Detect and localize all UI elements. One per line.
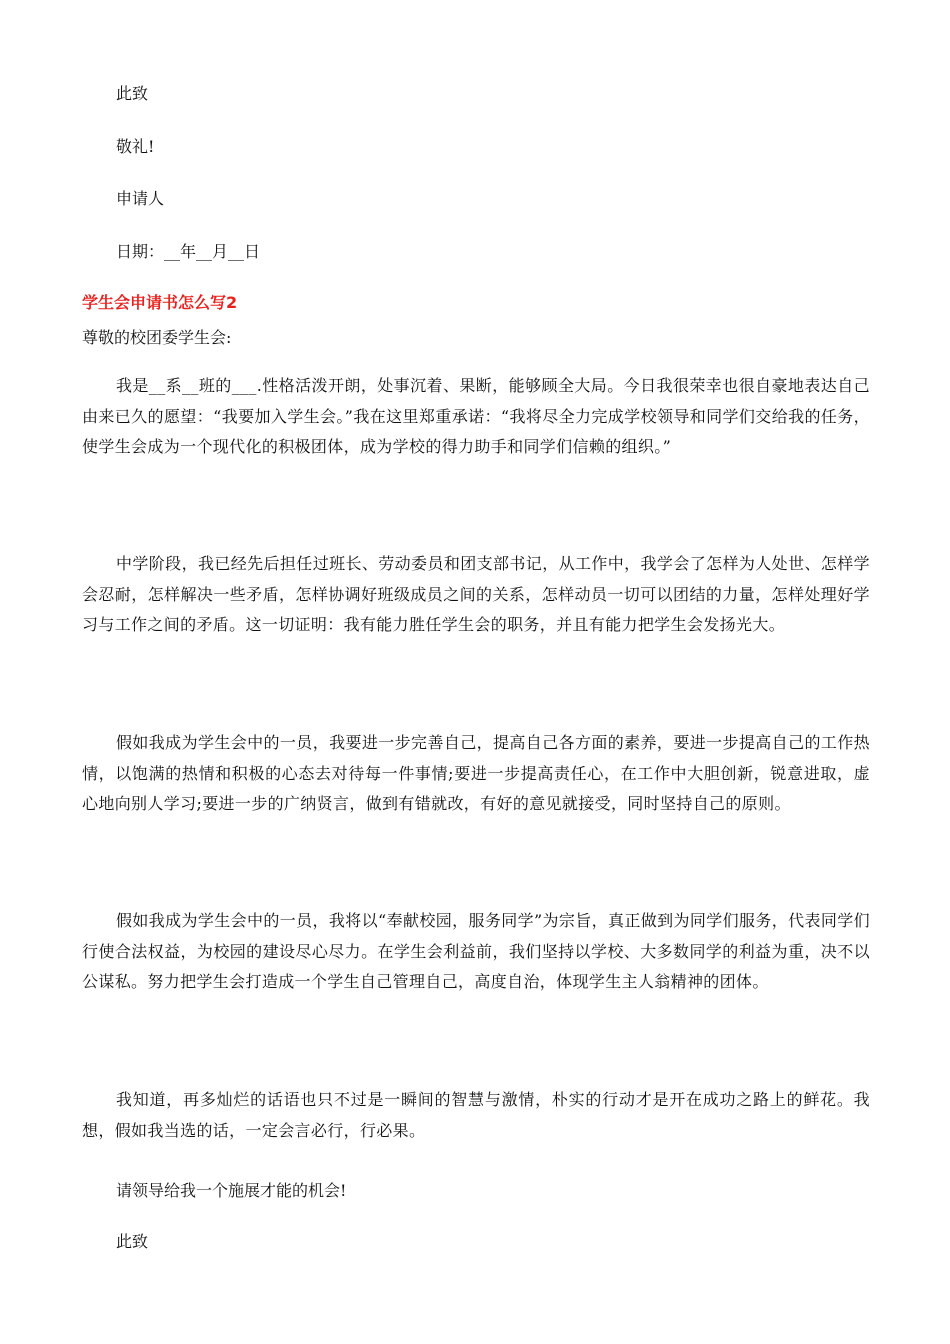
date-line: 日期：__年__月__日 — [116, 242, 261, 261]
closing-cizhi: 此致 — [116, 84, 149, 103]
paragraph-4: 假如我成为学生会中的一员，我将以“奉献校园，服务同学”为宗旨，真正做到为同学们服务，代表同学们行使合法权益，为校园的建设尽心尽力。在学生会利益前，我们坚持以学校、大多数同学的利益为重，决不以公谋私。努力把学生会打造成一个学生自己管理自己，高度自治，体现学生主人翁精神的团体。 — [82, 911, 870, 991]
request-line: 请领导给我一个施展才能的机会! — [116, 1181, 347, 1200]
paragraph-3: 假如我成为学生会中的一员，我要进一步完善自己，提高自己各方面的素养，要进一步提高自己的工作热情，以饱满的热情和积极的心态去对待每一件事情;要进一步提高责任心，在工作中大胆创新，锐意进取，虚心地向别人学习;要进一步的广纳贤言，做到有错就改，有好的意见就接受，同时坚持自己的原则。 — [82, 733, 870, 813]
paragraph-2: 中学阶段，我已经先后担任过班长、劳动委员和团支部书记，从工作中，我学会了怎样为人处世、怎样学会忍耐，怎样解决一些矛盾，怎样协调好班级成员之间的关系，怎样动员一切可以团结的力量，怎样处理好学习与工作之间的矛盾。这一切证明：我有能力胜任学生会的职务，并且有能力把学生会发扬光大。 — [82, 554, 870, 634]
section-heading: 学生会申请书怎么写2 — [82, 293, 238, 312]
closing-jingli: 敬礼! — [116, 137, 155, 156]
salutation: 尊敬的校团委学生会: — [82, 328, 232, 347]
paragraph-5: 我知道，再多灿烂的话语也只不过是一瞬间的智慧与激情，朴实的行动才是开在成功之路上的鲜花。我想，假如我当选的话，一定会言必行，行必果。 — [82, 1090, 870, 1140]
closing-cizhi-2: 此致 — [116, 1232, 149, 1251]
paragraph-1: 我是__系__班的___.性格活泼开朗，处事沉着、果断，能够顾全大局。今日我很荣幸也很自豪地表达自己由来已久的愿望：“我要加入学生会。”我在这里郑重承诺：“我将尽全力完成学校领导和同学们交给我的任务，使学生会成为一个现代化的积极团体，成为学校的得力助手和同学们信赖的组织。” — [82, 376, 870, 456]
applicant-label: 申请人 — [116, 189, 165, 208]
